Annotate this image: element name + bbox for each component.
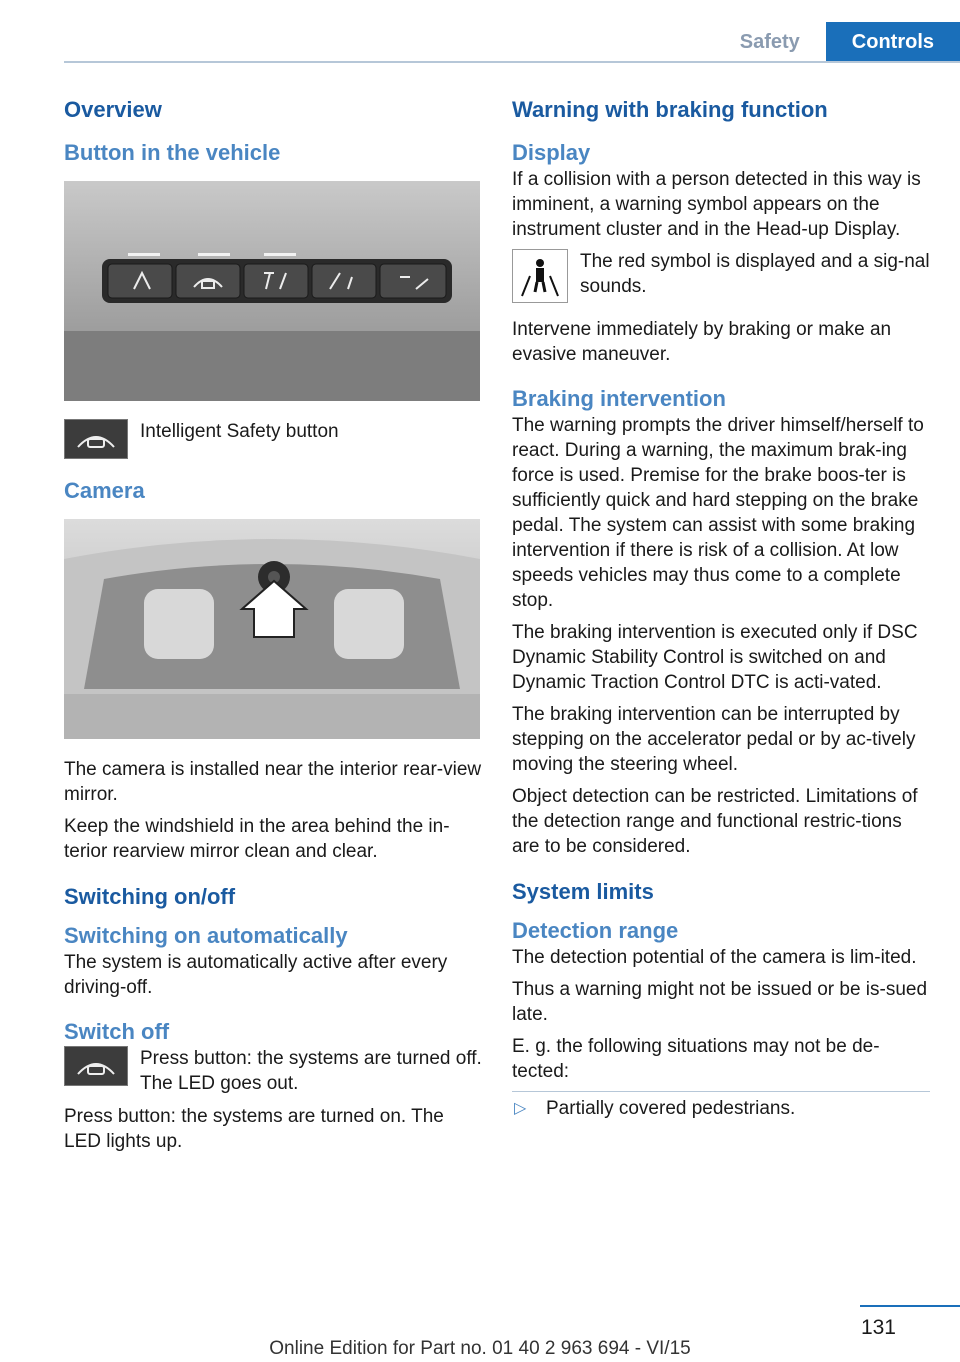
braking-paragraph-1: The warning prompts the driver himself/herself to react. During a warning, the maximum brak-ing force is used. Premise for the brake boos-ter is sufficiently quick and hard stepping on the brake pedal. The system can assist with some braking intervention if there is risk of a collision. At low speeds vehicles may thus come to a complete stop.	[512, 415, 924, 611]
intelligent-safety-icon-row	[64, 419, 482, 459]
page-number-rule	[860, 1305, 960, 1307]
pedestrian-warning-icon	[512, 249, 568, 303]
heading-button-in-vehicle: Button in the vehicle	[64, 140, 281, 165]
heading-camera: Camera	[64, 478, 145, 503]
tab-safety[interactable]: Safety	[714, 22, 826, 62]
header-tabs	[714, 22, 960, 62]
heading-warning-braking: Warning with braking function	[512, 97, 828, 122]
switch-on-paragraph: Press button: the systems are turned on. The LED lights up.	[64, 1106, 444, 1152]
heading-display: Display	[512, 140, 591, 165]
range-paragraph-3: E. g. the following situations may not be de-tected:	[512, 1036, 880, 1082]
tab-controls[interactable]: Controls	[826, 22, 960, 62]
camera-paragraph-1: The camera is installed near the interior rear-view mirror.	[64, 759, 482, 805]
heading-switch-off: Switch off	[64, 1019, 170, 1044]
braking-paragraph-2: The braking intervention is executed only if DSC Dynamic Stability Control is switched on and Dynamic Traction Control DTC is acti-vated.	[512, 622, 918, 693]
range-paragraph-1: The detection potential of the camera is lim-ited.	[512, 947, 917, 968]
camera-illustration	[64, 519, 480, 739]
braking-paragraph-3: The braking intervention can be interrupted by stepping on the accelerator pedal or by ac-tively moving the steering wheel.	[512, 704, 916, 775]
camera-paragraph-2: Keep the windshield in the area behind the in-terior rearview mirror clean and clear.	[64, 816, 450, 862]
list-item: ▷ Partially covered pedestrians.	[512, 1092, 930, 1121]
braking-paragraph-4: Object detection can be restricted. Limitations of the detection range and functional restric-tions are to be considered.	[512, 786, 918, 857]
heading-detection-range: Detection range	[512, 918, 679, 943]
intelligent-safety-button-icon	[64, 419, 128, 459]
range-paragraph-2: Thus a warning might not be issued or be is-sued late.	[512, 979, 928, 1025]
page-number: 131	[860, 1316, 896, 1339]
heading-switching-auto: Switching on automatically	[64, 923, 348, 948]
heading-system-limits: System limits	[512, 879, 654, 904]
footer-edition: Online Edition for Part no. 01 40 2 963 694 - VI/15	[269, 1338, 691, 1359]
auto-paragraph: The system is automatically active after every driving-off.	[64, 952, 448, 998]
heading-switching: Switching on/off	[64, 884, 236, 909]
intervene-paragraph: Intervene immediately by braking or make an evasive maneuver.	[512, 319, 892, 365]
button-panel-illustration	[64, 181, 480, 401]
photo-button-panel	[64, 181, 480, 401]
intelligent-safety-caption: Intelligent Safety button	[140, 421, 339, 442]
switch-off-paragraph: Press button: the systems are turned off. The LED goes out.	[140, 1048, 482, 1094]
pedestrian-warning-row	[512, 249, 930, 303]
intelligent-safety-button-icon-2	[64, 1046, 128, 1086]
header-rule	[64, 61, 960, 63]
heading-overview: Overview	[64, 97, 162, 122]
switch-off-icon-row	[64, 1046, 482, 1096]
display-paragraph: If a collision with a person detected in this way is imminent, a warning symbol appears on the instrument cluster and in the Head-up Display.	[512, 169, 921, 240]
left-column	[64, 95, 482, 1161]
right-column	[512, 95, 930, 1121]
photo-camera	[64, 519, 480, 739]
detection-bullets	[512, 1091, 930, 1121]
red-symbol-paragraph: The red symbol is displayed and a sig-nal sounds.	[580, 251, 930, 297]
heading-braking-intervention: Braking intervention	[512, 386, 726, 411]
